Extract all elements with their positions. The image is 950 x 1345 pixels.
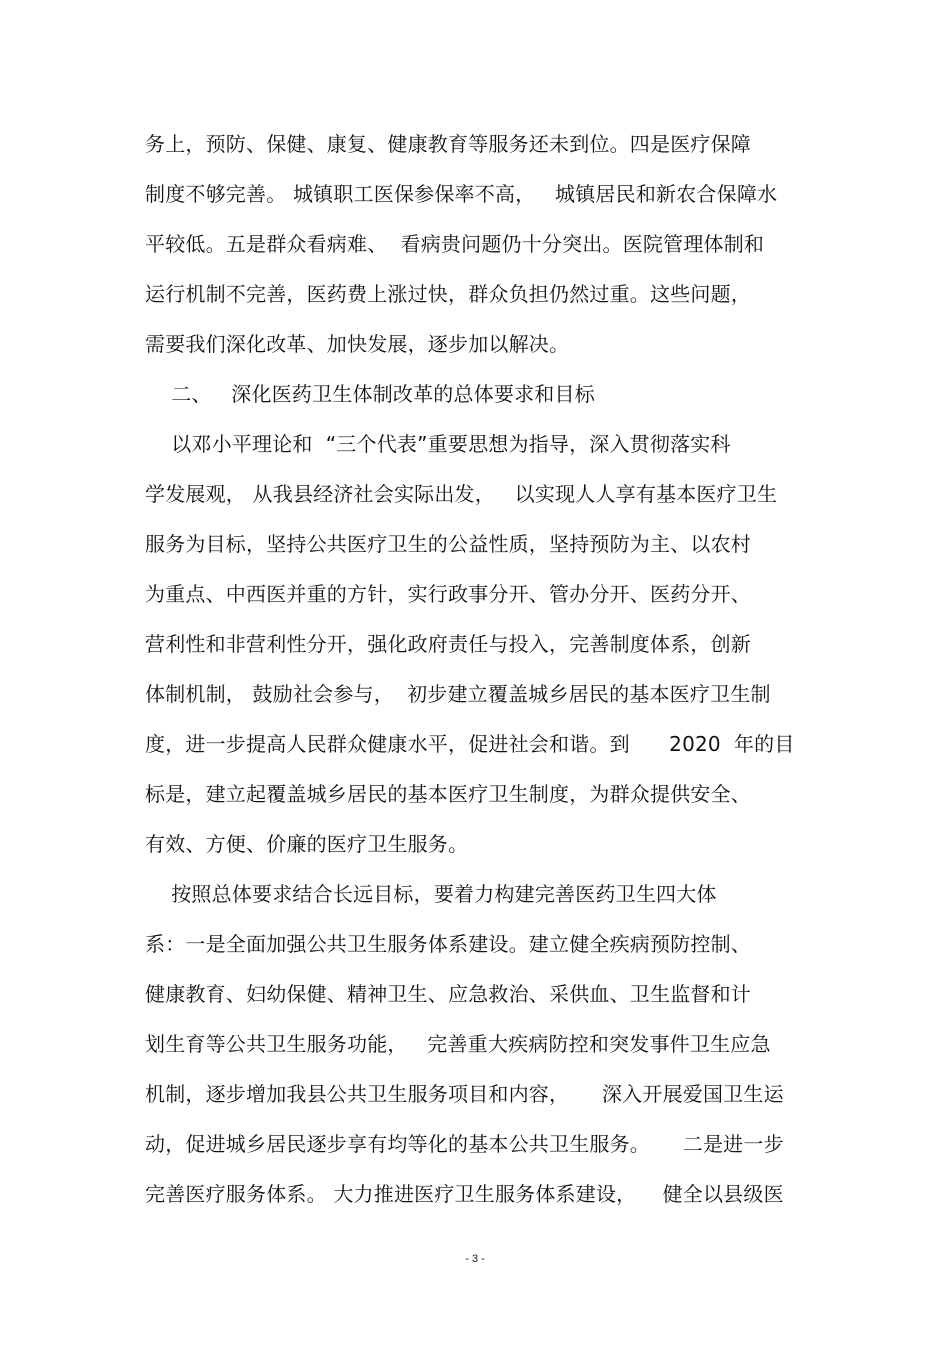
text-line: 制度不够完善。 城镇职工医保参保率不高， 城镇居民和新农合保障水 (145, 182, 778, 206)
text-line: 标是，建立起覆盖城乡居民的基本医疗卫生制度，为群众提供安全、 (145, 782, 751, 806)
text-line: 按照总体要求结合长远目标，要着力构建完善医药卫生四大体 (145, 882, 717, 906)
text-line: 健康教育、妇幼保健、精神卫生、应急救治、采供血、卫生监督和计 (145, 982, 751, 1006)
text-line: 平较低。五是群众看病难、 看病贵问题仍十分突出。医院管理体制和 (145, 232, 765, 256)
text-line: 学发展观， 从我县经济社会实际出发， 以实现人人享有基本医疗卫生 (145, 482, 778, 506)
text-line: 体制机制， 鼓励社会参与， 初步建立覆盖城乡居民的基本医疗卫生制 (145, 682, 771, 706)
text-line: 以邓小平理论和 “三个代表”重要思想为指导，深入贯彻落实科 (145, 432, 731, 456)
text-line: 动，促进城乡居民逐步享有均等化的基本公共卫生服务。 二是进一步 (145, 1132, 784, 1156)
text-line: 划生育等公共卫生服务功能， 完善重大疾病防控和突发事件卫生应急 (145, 1032, 771, 1056)
text-line: 服务为目标，坚持公共医疗卫生的公益性质，坚持预防为主、以农村 (145, 532, 751, 556)
text-line: 完善医疗服务体系。 大力推进医疗卫生服务体系建设， 健全以县级医 (145, 1182, 784, 1206)
text-line: 有效、方便、价廉的医疗卫生服务。 (145, 832, 469, 856)
page-number: - 3 - (465, 1253, 485, 1265)
text-line: 务上，预防、保健、康复、健康教育等服务还未到位。四是医疗保障 (145, 132, 751, 156)
text-line: 运行机制不完善，医药费上涨过快，群众负担仍然过重。这些问题， (145, 282, 751, 306)
text-line: 机制，逐步增加我县公共卫生服务项目和内容， 深入开展爱国卫生运 (145, 1082, 784, 1106)
text-line: 系：一是全面加强公共卫生服务体系建设。建立健全疾病预防控制、 (145, 932, 751, 956)
text-line: 需要我们深化改革、加快发展，逐步加以解决。 (145, 332, 570, 356)
section-heading: 二、 深化医药卫生体制改革的总体要求和目标 (145, 382, 595, 406)
text-line: 度，进一步提高人民群众健康水平，促进社会和谐。到 2020 年的目 (145, 732, 795, 756)
text-line: 为重点、中西医并重的方针，实行政事分开、管办分开、医药分开、 (145, 582, 751, 606)
text-line: 营利性和非营利性分开，强化政府责任与投入，完善制度体系，创新 (145, 632, 751, 656)
